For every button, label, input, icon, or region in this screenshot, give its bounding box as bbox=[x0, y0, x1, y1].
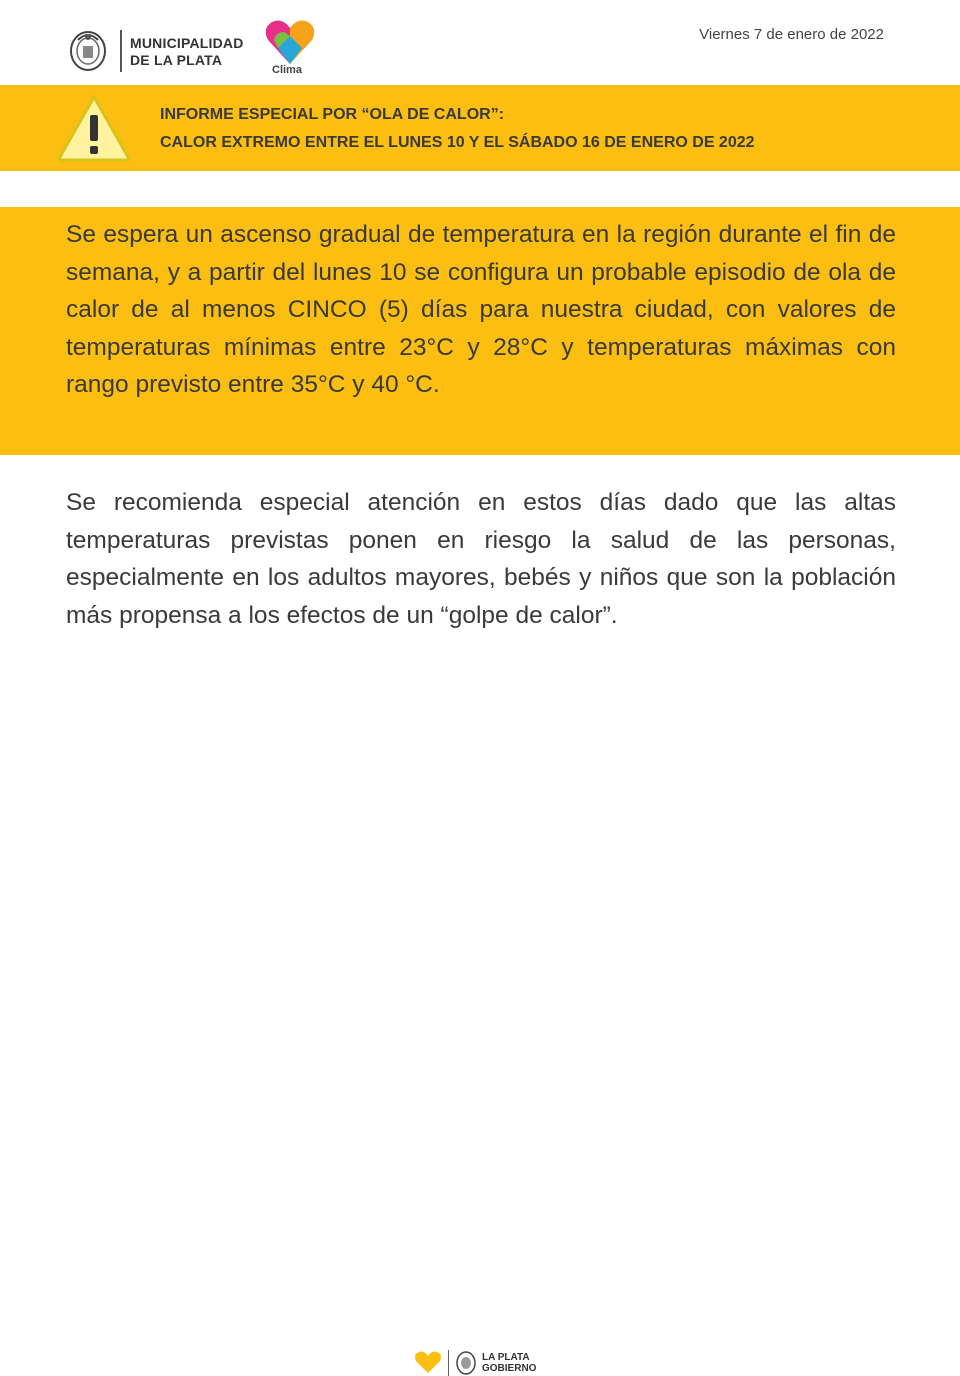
header-divider bbox=[120, 30, 122, 72]
header bbox=[0, 0, 960, 84]
banner-line1: INFORME ESPECIAL POR “OLA DE CALOR”: bbox=[160, 106, 505, 123]
crest-icon bbox=[68, 28, 108, 72]
warning-icon bbox=[56, 93, 132, 163]
recommendation-paragraph: Se recomienda especial atención en estos días dado que las altas temperaturas previstas ponen en riesgo la salud de las personas, especialmente en los adultos mayores, bebés y niños que son la población más propensa a los efectos de un “golpe de calor”. bbox=[66, 489, 896, 629]
org-line2-prefix: DE bbox=[130, 52, 150, 68]
footer-line1: LA PLATA bbox=[482, 1352, 530, 1363]
org-line2-name: LA PLATA bbox=[153, 52, 223, 68]
org-line1: MUNICIPALIDAD bbox=[130, 35, 244, 51]
clima-label: Clima bbox=[272, 64, 302, 76]
forecast-paragraph: Se espera un ascenso gradual de temperatura en la región durante el fin de semana, y a partir del lunes 10 se configura un probable episodio de ola de calor de al menos CINCO (5) días para nuestra ciudad, con valores de temperaturas mínimas entre 23°C y 28°C y temperaturas máximas con rango previsto entre 35°C y 40 °C. bbox=[66, 221, 896, 398]
report-date: Viernes 7 de enero de 2022 bbox=[699, 26, 884, 43]
org-line2 bbox=[130, 52, 244, 69]
footer-line2: GOBIERNO bbox=[482, 1363, 537, 1374]
banner-text bbox=[160, 101, 755, 157]
footer-text bbox=[482, 1352, 536, 1374]
footer bbox=[0, 670, 960, 1374]
footer-heart-icon bbox=[414, 1350, 442, 1374]
clima-heart-icon bbox=[264, 18, 316, 66]
footer-divider bbox=[448, 1350, 449, 1376]
footer-crest-icon bbox=[455, 1350, 477, 1375]
municipality-name bbox=[130, 35, 244, 69]
banner-line2: CALOR EXTREMO ENTRE EL LUNES 10 Y EL SÁBADO 16 DE ENERO DE 2022 bbox=[160, 134, 755, 151]
